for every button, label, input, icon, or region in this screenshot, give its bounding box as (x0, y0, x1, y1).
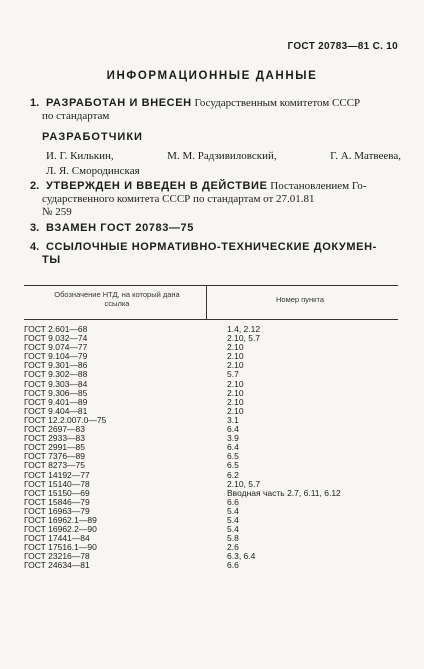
developer-name: Л. Я. Смородинская (46, 165, 140, 177)
developer-name: И. Г. Килькин, (46, 150, 114, 162)
section-4-heading: ССЫЛОЧНЫЕ НОРМАТИВНО-ТЕХНИЧЕСКИЕ ДОКУМЕН- (45, 241, 377, 253)
clause-number: 5.4 (227, 514, 239, 525)
clause-number: Вводная часть 2.7, 6.11, 6.12 (227, 487, 341, 498)
clause-number: 6.5 (227, 451, 239, 462)
section-4-number: 4. (30, 241, 40, 253)
table-header-clause: Номер пункта (275, 295, 324, 304)
clause-number: 2.10 (227, 387, 244, 398)
developer-name: Г. А. Матвеева, (330, 150, 401, 162)
developer-name: М. М. Радзивиловский, (167, 150, 277, 162)
clause-number: 6.4 (227, 424, 239, 435)
ntd-designation: ГОСТ 9.306—85 (24, 387, 88, 398)
clause-number: 6.5 (227, 460, 239, 471)
ntd-designation: ГОСТ 16962.2—90 (24, 524, 97, 535)
references-table (24, 325, 398, 571)
section-2 (30, 180, 400, 219)
ntd-designation: ГОСТ 2933—83 (24, 433, 86, 444)
section-4-heading-cont: ТЫ (42, 254, 61, 266)
clause-number: 2.10 (227, 396, 244, 407)
section-2-text: Постановлением Го- (270, 180, 367, 192)
clause-number: 6.2 (227, 469, 239, 480)
clause-number: 3.1 (227, 414, 239, 425)
section-2-number: 2. (30, 180, 40, 192)
ntd-designation: ГОСТ 2697—83 (24, 424, 86, 435)
section-2-text-cont: сударственного комитета СССР по стандартам от 27.01.81 (42, 193, 315, 205)
ntd-designation: ГОСТ 9.302—88 (24, 369, 88, 380)
clause-number: 5.8 (227, 533, 239, 544)
clause-number: 2.10 (227, 360, 244, 371)
ntd-designation: ГОСТ 14192—77 (24, 469, 90, 480)
clause-number: 6.6 (227, 560, 239, 571)
section-1-heading: РАЗРАБОТАН И ВНЕСЕН (45, 97, 192, 109)
clause-number: 3.9 (227, 433, 239, 444)
ntd-designation: ГОСТ 16963—79 (24, 505, 90, 516)
ntd-designation: ГОСТ 15140—78 (24, 478, 90, 489)
clause-number: 2.10 (227, 405, 244, 416)
clause-number: 1.4, 2.12 (227, 324, 261, 334)
ntd-designation: ГОСТ 7376—89 (24, 451, 86, 462)
page-header: ГОСТ 20783—81 С. 10 (287, 41, 398, 52)
table-header-rule (24, 319, 398, 320)
ntd-designation: ГОСТ 17441—84 (24, 533, 90, 544)
clause-number: 2.6 (227, 542, 239, 553)
table-column-divider (206, 285, 207, 319)
ntd-designation: ГОСТ 9.401—89 (24, 396, 88, 407)
ntd-designation: ГОСТ 8273—75 (24, 460, 86, 471)
ntd-designation: ГОСТ 9.074—77 (24, 342, 88, 353)
section-4 (30, 241, 400, 267)
section-3-heading: ВЗАМЕН ГОСТ 20783—75 (45, 222, 194, 234)
section-2-heading: УТВЕРЖДЕН И ВВЕДЕН В ДЕЙСТВИЕ (45, 180, 268, 192)
section-3-number: 3. (30, 222, 40, 234)
section-1-text: Государственным комитетом СССР (194, 97, 361, 109)
table-header-designation: Обозначение НТД, на который дана ссылка (54, 290, 180, 308)
ntd-designation: ГОСТ 15846—79 (24, 496, 90, 507)
section-2-text-cont: № 259 (42, 206, 72, 218)
clause-number: 2.10 (227, 378, 244, 389)
ntd-designation: ГОСТ 9.404—81 (24, 405, 88, 416)
section-1-text-cont: по стандартам (42, 110, 110, 122)
developers-heading: РАЗРАБОТЧИКИ (42, 131, 143, 143)
ntd-designation: ГОСТ 24634—81 (24, 560, 90, 571)
ntd-designation: ГОСТ 9.104—79 (24, 351, 88, 362)
ntd-designation: ГОСТ 15150—69 (24, 487, 90, 498)
clause-number: 2.10 (227, 342, 244, 353)
section-1 (30, 97, 400, 123)
clause-number: 6.3, 6.4 (227, 551, 256, 562)
clause-number: 2.10 (227, 351, 244, 362)
ntd-designation: ГОСТ 9.032—74 (24, 333, 88, 344)
document-title: ИНФОРМАЦИОННЫЕ ДАННЫЕ (106, 70, 318, 82)
developers-list (46, 149, 401, 179)
clause-number: 6.4 (227, 442, 239, 453)
clause-number: 2.10, 5.7 (227, 478, 261, 489)
table-row (24, 561, 398, 570)
clause-number: 2.10, 5.7 (227, 333, 261, 344)
section-3 (30, 222, 400, 235)
ntd-designation: ГОСТ 16962.1—89 (24, 514, 97, 525)
clause-number: 5.4 (227, 505, 239, 516)
clause-number: 5.7 (227, 369, 239, 380)
clause-number: 5.4 (227, 524, 239, 535)
ntd-designation: ГОСТ 23216—78 (24, 551, 90, 562)
ntd-designation: ГОСТ 2991—85 (24, 442, 86, 453)
section-1-number: 1. (30, 97, 40, 109)
table-top-rule (24, 285, 398, 286)
clause-number: 6.6 (227, 496, 239, 507)
ntd-designation: ГОСТ 9.303—84 (24, 378, 88, 389)
ntd-designation: ГОСТ 17516.1—90 (24, 542, 97, 553)
ntd-designation: ГОСТ 12.2.007.0—75 (24, 414, 107, 425)
ntd-designation: ГОСТ 9.301—86 (24, 360, 88, 371)
ntd-designation: ГОСТ 2.601—68 (24, 324, 88, 334)
